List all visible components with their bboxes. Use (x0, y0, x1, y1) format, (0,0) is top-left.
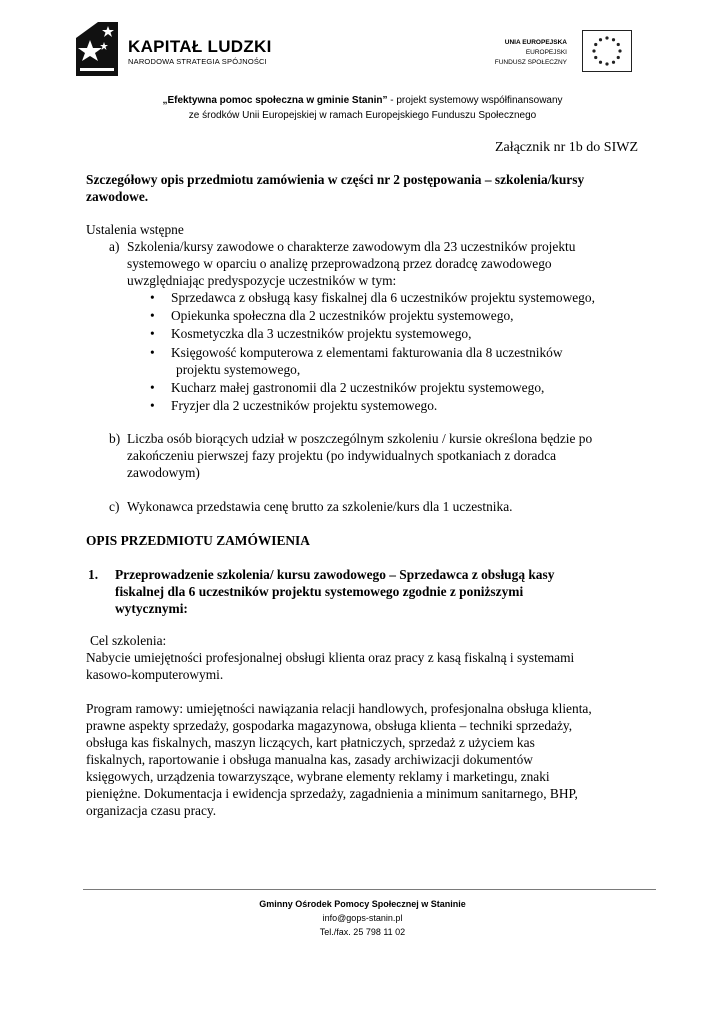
item-1-line-3: wytycznymi: (115, 601, 188, 616)
eu-star-icon (612, 38, 615, 41)
bullet-item-continuation: projektu systemowego, (176, 362, 301, 377)
bullet-item: Księgowość komputerowa z elementami fakturowania dla 8 uczestników (171, 345, 563, 360)
bullet-icon: • (150, 308, 155, 323)
item-b-marker: b) (109, 431, 121, 446)
heading-line-2: zawodowe. (86, 189, 149, 204)
item-a-line-2: systemowego w oparciu o analizę przeprowadzoną przez doradcę zawodowego (127, 256, 552, 271)
item-1-marker: 1. (88, 567, 99, 582)
goal-line-2: kasowo-komputerowymi. (86, 667, 224, 682)
item-b-line-2: zakończeniu pierwszej fazy projektu (po indywidualnych spotkaniach z doradca (127, 448, 557, 463)
project-title-line (0, 93, 725, 109)
bullet-icon: • (150, 290, 155, 305)
eu-line-2: EUROPEJSKI (525, 49, 567, 56)
bullet-item: Kucharz małej gastronomii dla 2 uczestników projektu systemowego, (171, 380, 545, 395)
eu-line-1: UNIA EUROPEJSKA (504, 39, 567, 46)
item-1-line-2: fiskalnej dla 6 uczestników projektu systemowego zgodnie z poniższymi (115, 584, 524, 599)
item-b-line-1: Liczba osób biorących udział w poszczególnym szkoleniu / kursie określona będzie po (127, 431, 593, 446)
program-line: prawne aspekty sprzedaży, gospodarka magazynowa, obsługa klienta – techniki sprzedaży, (86, 718, 573, 733)
footer-email: info@gops-stanin.pl (322, 913, 403, 923)
eu-star-icon (612, 61, 615, 64)
program-line: organizacja czasu pracy. (86, 803, 217, 818)
goal-label: Cel szkolenia: (90, 633, 167, 648)
eu-star-icon (599, 61, 602, 64)
project-title: „Efektywna pomoc społeczna w gminie Stanin” (162, 95, 388, 106)
eu-star-icon (594, 56, 597, 59)
project-description: - projekt systemowy współfinansowany (387, 95, 563, 106)
bullet-item: Fryzjer dla 2 uczestników projektu systemowego. (171, 398, 438, 413)
eu-star-icon (617, 56, 620, 59)
eu-label (495, 38, 567, 68)
program-line: księgowych, urządzenia towarzyszące, wybrane elementy reklamy i marketingu, znaki (86, 769, 550, 784)
eu-star-icon (594, 43, 597, 46)
intro-label: Ustalenia wstępne (86, 222, 184, 237)
item-b-line-3: zawodowym) (127, 465, 200, 480)
program-line: Program ramowy: umiejętności nawiązania relacji handlowych, profesjonalna obsługa klienta, (86, 701, 592, 716)
goal-line-1: Nabycie umiejętności profesjonalnej obsługi klienta oraz pracy z kasą fiskalną i systemami (86, 650, 575, 665)
item-a-line-1: Szkolenia/kursy zawodowe o charakterze zawodowym dla 23 uczestników projektu (127, 239, 576, 254)
bullet-icon: • (150, 326, 155, 341)
item-1-line-1: Przeprowadzenie szkolenia/ kursu zawodowego – Sprzedawca z obsługą kasy (115, 567, 555, 582)
program-line: obsługa kas fiskalnych, maszyn liczących, kart płatniczych, sprzedaż z użyciem kas (86, 735, 535, 750)
eu-star-icon (599, 38, 602, 41)
eu-star-icon (592, 49, 595, 52)
eu-flag-icon (582, 30, 632, 72)
bullet-item: Sprzedawca z obsługą kasy fiskalnej dla 6 uczestników projektu systemowego, (171, 290, 595, 305)
eu-star-icon (617, 43, 620, 46)
item-a-line-3: uwzględniając predyspozycje uczestników w tym: (127, 273, 397, 288)
bullet-item: Kosmetyczka dla 3 uczestników projektu systemowego, (171, 326, 472, 341)
bullet-icon: • (150, 398, 155, 413)
eu-line-3: FUNDUSZ SPOŁECZNY (494, 59, 567, 66)
section-title: OPIS PRZEDMIOTU ZAMÓWIENIA (86, 533, 310, 548)
eu-star-icon (605, 36, 608, 39)
eu-star-icon (618, 49, 621, 52)
item-c-line-1: Wykonawca przedstawia cenę brutto za szkolenie/kurs dla 1 uczestnika. (127, 499, 513, 514)
footer-phone: Tel./fax. 25 798 11 02 (319, 927, 406, 937)
bullet-icon: • (150, 345, 155, 360)
footer-divider (83, 889, 656, 890)
program-line: pieniężne. Dokumentacja i ewidencja sprzedaży, zagadnienia a minimum sanitarnego, BHP, (86, 786, 578, 801)
attachment-label: Załącznik nr 1b do SIWZ (494, 140, 638, 155)
footer-org: Gminny Ośrodek Pomocy Społecznej w Staninie (259, 899, 466, 909)
bullet-item: Opiekunka społeczna dla 2 uczestników projektu systemowego, (171, 308, 514, 323)
kapital-ludzki-logo-icon (68, 18, 124, 78)
logo-subtitle: NARODOWA STRATEGIA SPÓJNOŚCI (128, 57, 267, 66)
bullet-icon: • (150, 380, 155, 395)
logo-title: KAPITAŁ LUDZKI (128, 37, 272, 56)
eu-star-icon (605, 62, 608, 65)
project-funding-line: ze środków Unii Europejskiej w ramach Europejskiego Funduszu Społecznego (188, 110, 537, 121)
program-line: fiskalnych, raportowanie i obsługa manualna kas, zasady archiwizacji dokumentów (86, 752, 533, 767)
item-c-marker: c) (109, 499, 120, 514)
item-a-marker: a) (109, 239, 120, 254)
heading-line-1: Szczegółowy opis przedmiotu zamówienia w części nr 2 postępowania – szkolenia/kursy (86, 172, 585, 187)
